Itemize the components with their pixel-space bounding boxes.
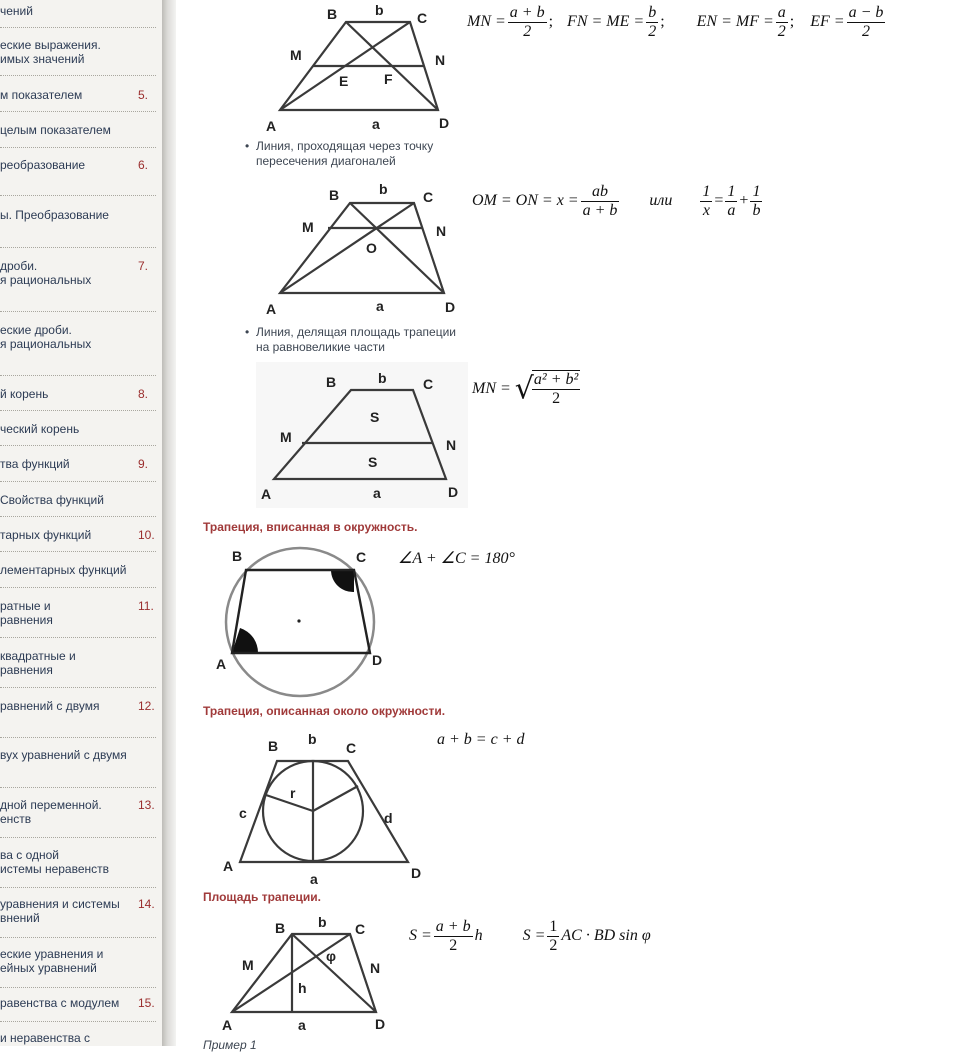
vertex-label-c: C bbox=[423, 189, 434, 205]
sidebar-item-label: тва функций bbox=[0, 457, 70, 471]
sidebar-item-number: 12. bbox=[138, 699, 155, 713]
vertex-label-a: A bbox=[216, 656, 227, 672]
sidebar-item-label: еские выражения. имых значений bbox=[0, 38, 101, 66]
sidebar-item[interactable] bbox=[0, 376, 156, 411]
trapezoid-midline-figure bbox=[262, 0, 462, 135]
formula-mn: MN = bbox=[467, 13, 506, 31]
vertex-label-a: A bbox=[223, 858, 234, 874]
side-label-b: b bbox=[318, 914, 327, 930]
sidebar-item[interactable] bbox=[0, 552, 156, 588]
area-label-s-lower: S bbox=[368, 454, 378, 470]
midline-formulas: MN = $\frac{a + b}{2}$ ; FN = ME = $\frac{b}{2}$ ; EN = MF = $\frac{a}{2}$ ; EF = $\frac{a - b}{2}$ bbox=[467, 4, 884, 40]
formula-fn: FN = ME = bbox=[567, 13, 645, 31]
vertex-label-d: D bbox=[448, 484, 459, 500]
sidebar-item-number: 14. bbox=[138, 897, 155, 911]
point-label-n: N bbox=[446, 437, 457, 453]
angle-label-phi: φ bbox=[326, 948, 337, 964]
side-label-a: a bbox=[298, 1017, 306, 1033]
circumscribed-sides-formula: a + b = c + d bbox=[437, 731, 525, 748]
formula-h: h bbox=[474, 927, 483, 945]
sidebar-item-label: ы. Преобразование bbox=[0, 208, 109, 222]
vertex-label-a: A bbox=[261, 486, 272, 502]
caption-diagonal-line: • Линия, проходящая через точку пересечения диагоналей bbox=[245, 139, 434, 168]
point-label-m: M bbox=[302, 219, 314, 235]
vertex-label-c: C bbox=[356, 549, 367, 565]
vertex-label-a: A bbox=[222, 1017, 233, 1033]
sidebar-item-label: и неравенства с bbox=[0, 1031, 90, 1045]
frac-num: b bbox=[648, 4, 657, 21]
area-label-s-upper: S bbox=[370, 409, 380, 425]
frac-den: a bbox=[727, 202, 736, 219]
frac-num: a bbox=[777, 4, 786, 21]
vertex-label-d: D bbox=[372, 652, 383, 668]
sidebar-item[interactable] bbox=[0, 838, 156, 888]
heading-circumscribed-trapezoid: Трапеция, описанная около окружности. bbox=[203, 704, 446, 718]
sidebar-item-number: 8. bbox=[138, 387, 149, 401]
sidebar-item[interactable] bbox=[0, 248, 156, 312]
frac-num: 1 bbox=[702, 183, 711, 200]
sidebar-item-number: 5. bbox=[138, 88, 149, 102]
point-label-n: N bbox=[435, 52, 446, 68]
sidebar bbox=[0, 0, 162, 1046]
equal-area-formula bbox=[472, 370, 582, 408]
frac-den: 2 bbox=[648, 23, 657, 40]
sidebar-item-label: й корень bbox=[0, 387, 49, 401]
formula-en: EN = MF = bbox=[696, 13, 774, 31]
side-label-b: b bbox=[375, 2, 384, 18]
sidebar-item[interactable] bbox=[0, 517, 156, 552]
point-label-n: N bbox=[436, 223, 447, 239]
trapezoid-area-formula bbox=[409, 918, 651, 955]
sidebar-divider bbox=[162, 0, 176, 1046]
sidebar-item-label: еские уравнения и ейных уравнений bbox=[0, 947, 104, 975]
sidebar-item-number: 15. bbox=[138, 996, 155, 1010]
frac-num: 1 bbox=[727, 183, 736, 200]
sidebar-item-label: вух уравнений с двумя bbox=[0, 748, 127, 762]
trapezoid-diagonal-line-figure bbox=[262, 178, 467, 318]
sidebar-item-label: квадратные и равнения bbox=[0, 649, 76, 677]
sidebar-item-label: Свойства функций bbox=[0, 493, 104, 507]
frac-num: a + b bbox=[509, 4, 545, 21]
vertex-label-b: B bbox=[327, 6, 338, 22]
side-label-b: b bbox=[378, 370, 387, 386]
vertex-label-c: C bbox=[355, 921, 366, 937]
formula-equals: = bbox=[714, 192, 724, 210]
formula-s-diagonals: S = bbox=[522, 927, 546, 945]
frac-den: a + b bbox=[582, 202, 618, 219]
sidebar-item-label: еские дроби. я рациональных bbox=[0, 323, 92, 351]
vertex-label-d: D bbox=[375, 1016, 386, 1032]
frac-den: 2 bbox=[523, 23, 532, 40]
sidebar-item[interactable] bbox=[0, 588, 156, 638]
frac-den: b bbox=[752, 202, 761, 219]
caption-text: Линия, проходящая через точку пересечения диагоналей bbox=[256, 139, 434, 168]
sidebar-item[interactable] bbox=[0, 888, 156, 938]
radical-icon: √ bbox=[514, 371, 534, 407]
sidebar-item-label: равнений с двумя bbox=[0, 699, 100, 713]
sidebar-item-label: лементарных функций bbox=[0, 563, 127, 577]
sidebar-item[interactable] bbox=[0, 688, 156, 738]
vertex-label-a: A bbox=[266, 301, 277, 317]
caption-text: Линия, делящая площадь трапеции на равновеликие части bbox=[256, 325, 456, 354]
heading-trapezoid-area: Площадь трапеции. bbox=[203, 890, 321, 904]
sidebar-item-number: 13. bbox=[138, 798, 155, 812]
vertex-label-c: C bbox=[423, 376, 434, 392]
point-label-m: M bbox=[280, 429, 292, 445]
sidebar-item-label: ратные и равнения bbox=[0, 599, 53, 627]
sidebar-item[interactable] bbox=[0, 28, 156, 76]
point-label-m: M bbox=[290, 47, 302, 63]
sidebar-item-label: ва с одной истемы неравенств bbox=[0, 848, 110, 876]
heading-inscribed-trapezoid: Трапеция, вписанная в окружность. bbox=[203, 520, 418, 534]
side-label-a: a bbox=[310, 871, 318, 887]
sidebar-item-label: м показателем bbox=[0, 88, 83, 102]
example-heading-cut: Пример 1 bbox=[203, 1038, 257, 1052]
sidebar-item-label: ческий корень bbox=[0, 422, 80, 436]
frac-den: 2 bbox=[552, 390, 561, 407]
point-label-o: O bbox=[366, 240, 377, 256]
sidebar-item-label: целым показателем bbox=[0, 123, 111, 137]
formula-diagonals-product: AC · BD sin φ bbox=[561, 927, 651, 945]
frac-num: a + b bbox=[435, 918, 471, 935]
sidebar-item[interactable] bbox=[0, 482, 156, 517]
side-label-b: b bbox=[379, 181, 388, 197]
sidebar-item-label: тарных функций bbox=[0, 528, 92, 542]
vertex-label-d: D bbox=[411, 865, 422, 881]
point-label-m: M bbox=[242, 957, 254, 973]
sidebar-item[interactable] bbox=[0, 148, 156, 196]
diagonal-line-formula bbox=[472, 183, 764, 220]
sidebar-item-label: равенства с модулем bbox=[0, 996, 120, 1010]
trapezoid-area-figure bbox=[218, 912, 398, 1036]
sidebar-item-label: дроби. я рациональных bbox=[0, 259, 92, 287]
frac-num: 1 bbox=[549, 918, 558, 935]
frac-num: ab bbox=[581, 183, 620, 202]
sidebar-item-number: 10. bbox=[138, 528, 155, 542]
inscribed-trapezoid-figure bbox=[212, 540, 392, 702]
sidebar-item-label: дной переменной. енств bbox=[0, 798, 102, 826]
sidebar-item-label: чений bbox=[0, 4, 33, 18]
sidebar-item[interactable] bbox=[0, 312, 156, 376]
frac-den: 2 bbox=[861, 23, 870, 40]
formula-om: OM = ON = x = bbox=[472, 192, 579, 210]
side-label-c: c bbox=[239, 805, 247, 821]
sidebar-item[interactable] bbox=[0, 988, 156, 1022]
frac-num: 1 bbox=[752, 183, 761, 200]
formula-mn: MN = bbox=[472, 380, 511, 397]
radius-label-r: r bbox=[290, 785, 296, 801]
sidebar-item[interactable] bbox=[0, 411, 156, 446]
vertex-label-b: B bbox=[268, 738, 279, 754]
side-label-d: d bbox=[384, 810, 393, 826]
sidebar-item[interactable] bbox=[0, 196, 156, 248]
vertex-label-d: D bbox=[445, 299, 456, 315]
vertex-label-c: C bbox=[417, 10, 428, 26]
circumscribed-trapezoid-figure bbox=[218, 728, 430, 888]
side-label-b: b bbox=[308, 731, 317, 747]
sidebar-item-label: уравнения и системы внений bbox=[0, 897, 120, 925]
frac-num: a² + b² bbox=[533, 371, 579, 388]
formula-ef: EF = bbox=[810, 13, 845, 31]
point-label-e: E bbox=[339, 73, 349, 89]
sidebar-item[interactable] bbox=[0, 446, 156, 482]
sidebar-item[interactable] bbox=[0, 0, 156, 28]
formula-plus: + bbox=[739, 192, 749, 210]
sidebar-item-number: 9. bbox=[138, 457, 149, 471]
vertex-label-a: A bbox=[266, 118, 277, 134]
vertex-label-b: B bbox=[232, 548, 243, 564]
sidebar-item[interactable] bbox=[0, 638, 156, 688]
formula-or-word: или bbox=[649, 192, 673, 210]
inscribed-angle-formula: ∠A + ∠C = 180° bbox=[398, 550, 515, 567]
height-label-h: h bbox=[298, 980, 307, 996]
point-label-f: F bbox=[384, 71, 393, 87]
sidebar-item[interactable] bbox=[0, 788, 156, 838]
vertex-label-c: C bbox=[346, 740, 357, 756]
sidebar-item[interactable] bbox=[0, 76, 156, 112]
vertex-label-d: D bbox=[439, 115, 450, 131]
frac-num: a − b bbox=[848, 4, 884, 21]
side-label-a: a bbox=[373, 485, 381, 501]
frac-den: 2 bbox=[449, 937, 458, 954]
sidebar-item[interactable] bbox=[0, 938, 156, 988]
sidebar-item-number: 11. bbox=[138, 599, 154, 613]
frac-den: x bbox=[702, 202, 710, 219]
side-label-a: a bbox=[376, 298, 384, 314]
sidebar-item[interactable] bbox=[0, 738, 156, 788]
caption-area-line: • Линия, делящая площадь трапеции на равновеликие части bbox=[245, 325, 456, 354]
trapezoid-equal-area-figure bbox=[256, 362, 468, 508]
sidebar-item-number: 7. bbox=[138, 259, 149, 273]
sidebar-item-label: реобразование bbox=[0, 158, 86, 172]
frac-den: 2 bbox=[549, 937, 558, 954]
vertex-label-b: B bbox=[275, 920, 286, 936]
vertex-label-b: B bbox=[329, 187, 340, 203]
formula-s: S = bbox=[409, 927, 432, 945]
sidebar-item[interactable] bbox=[0, 1022, 156, 1046]
point-label-n: N bbox=[370, 960, 381, 976]
frac-den: 2 bbox=[777, 23, 786, 40]
vertex-label-b: B bbox=[326, 374, 337, 390]
side-label-a: a bbox=[372, 116, 380, 132]
sidebar-item[interactable] bbox=[0, 112, 156, 148]
sidebar-item-number: 6. bbox=[138, 158, 149, 172]
